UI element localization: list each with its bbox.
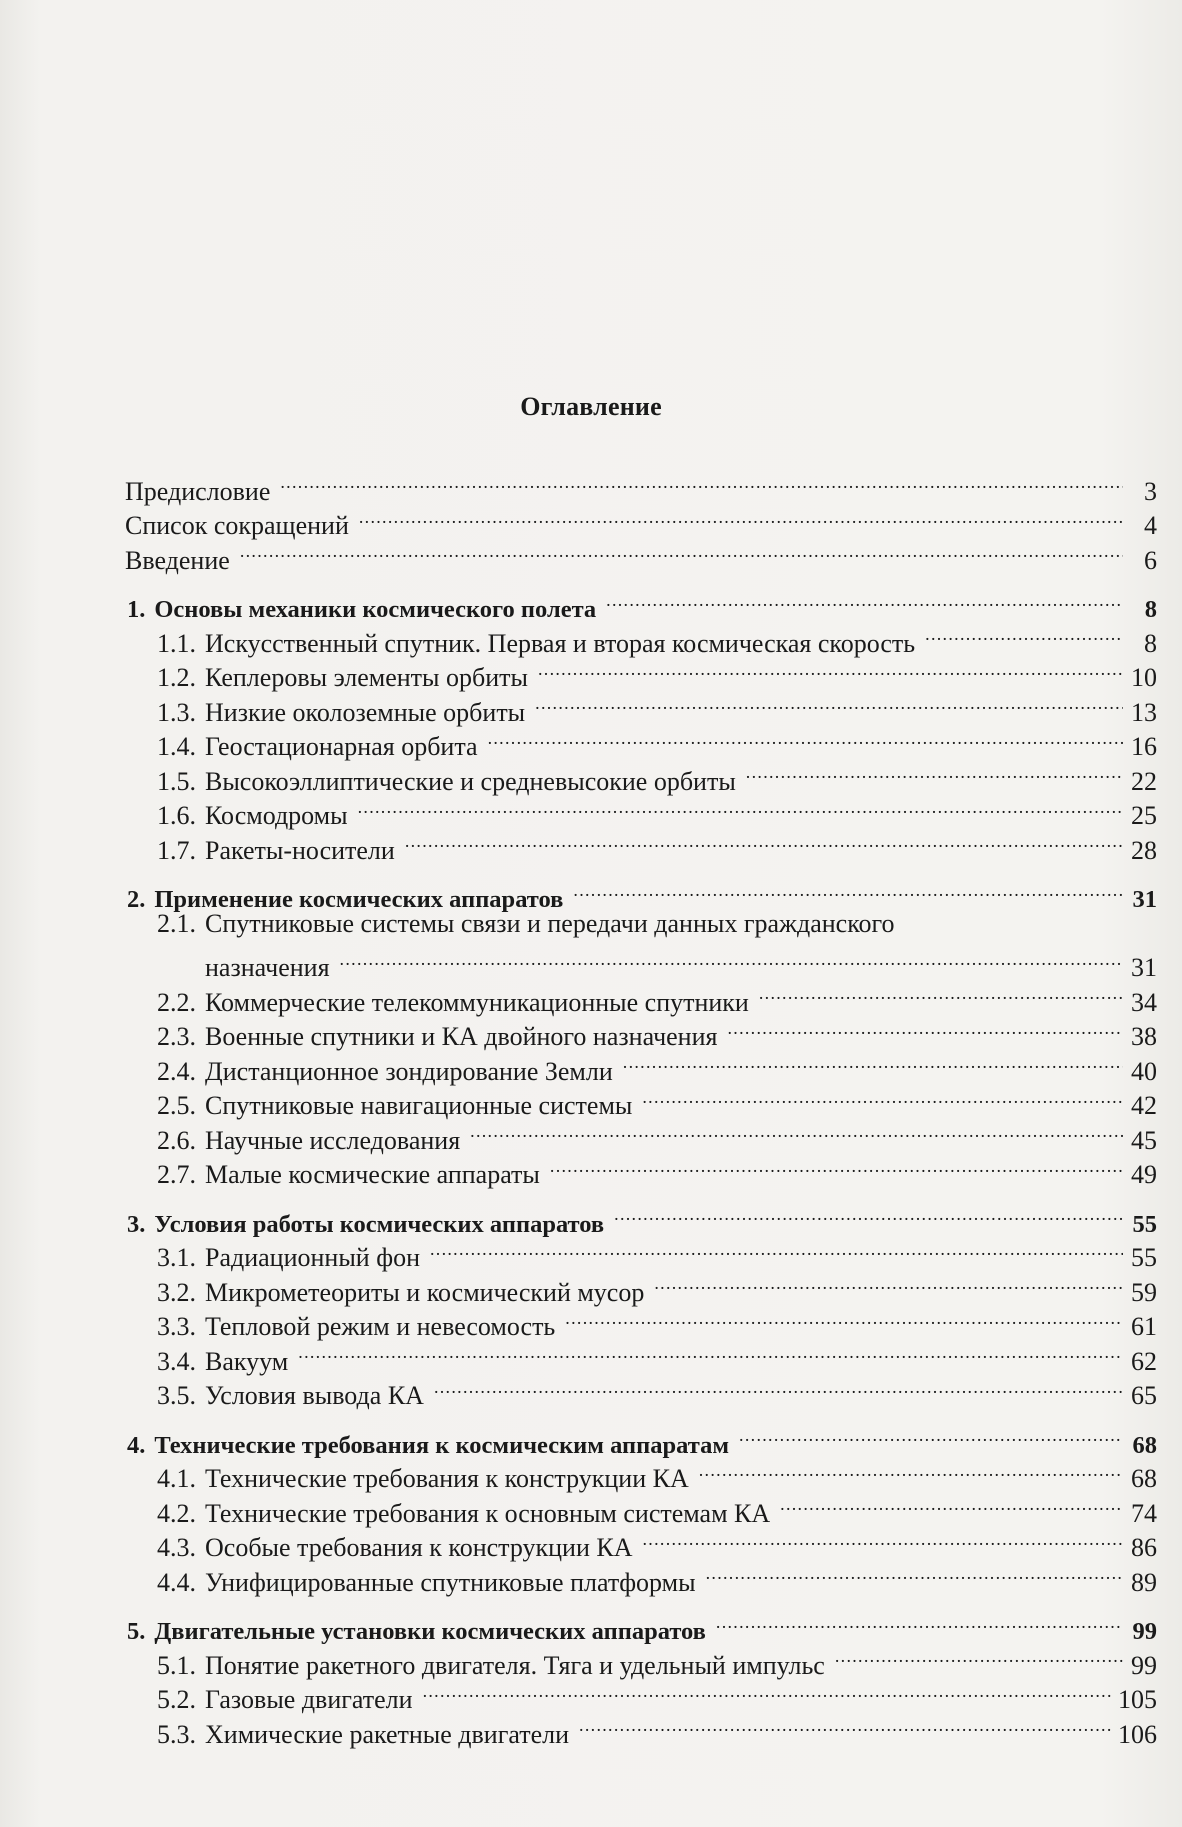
leader-dots: [835, 1639, 1123, 1674]
entry-title: Микрометеориты и космический мусор: [205, 1277, 645, 1307]
page-number: 31: [1132, 886, 1157, 913]
table-of-contents: [125, 465, 1157, 1749]
entry-number: 4.2.: [157, 1498, 196, 1528]
page-number: 65: [1131, 1381, 1157, 1410]
page-number: 13: [1131, 697, 1157, 727]
page-number: 105: [1118, 1685, 1157, 1714]
toc-chapter[interactable]: [125, 1418, 1157, 1459]
leader-dots: [550, 1149, 1123, 1184]
leader-dots: [535, 686, 1123, 721]
leader-dots: [579, 1708, 1112, 1743]
page-number: 61: [1131, 1312, 1157, 1341]
entry-number: 2.3.: [157, 1022, 196, 1051]
page-number: 25: [1131, 801, 1157, 830]
entry-title: Условия вывода КА: [205, 1381, 424, 1410]
page-number: 55: [1131, 1243, 1157, 1272]
page-number: 34: [1131, 987, 1157, 1017]
page-number: 8: [1144, 596, 1157, 623]
page-number: 31: [1131, 953, 1157, 982]
leader-dots: [699, 1453, 1123, 1488]
leader-dots: [614, 1197, 1123, 1232]
entry-number: 5.: [127, 1618, 146, 1645]
entry-number: 4.3.: [157, 1533, 196, 1562]
entry-number: 4.: [127, 1431, 146, 1459]
toc-chapter[interactable]: [125, 1197, 1157, 1238]
entry-title: Унифицированные спутниковые платформы: [205, 1567, 696, 1597]
entry-number: 2.2.: [157, 987, 196, 1017]
leader-dots: [240, 534, 1123, 569]
page-number: 42: [1131, 1091, 1157, 1120]
page-number: 4: [1144, 511, 1157, 540]
entry-number: 1.2.: [157, 663, 196, 692]
entry-number: 3.2.: [157, 1277, 196, 1307]
entry-title: Коммерческие телекоммуникационные спутники: [205, 987, 749, 1017]
leader-dots: [716, 1605, 1123, 1640]
leader-dots: [706, 1556, 1123, 1591]
page-number: 49: [1131, 1160, 1157, 1189]
entry-number: 1.5.: [157, 766, 196, 796]
page-number: 45: [1131, 1125, 1157, 1155]
entry-number: 1.1.: [157, 628, 196, 658]
entry-title: Малые космические аппараты: [205, 1160, 540, 1189]
page-number: 86: [1131, 1533, 1157, 1562]
page-number: 6: [1144, 545, 1157, 575]
leader-dots: [654, 1266, 1123, 1301]
entry-number: 2.7.: [157, 1160, 196, 1189]
spacer: [125, 569, 1157, 583]
entry-number: 2.4.: [157, 1056, 196, 1086]
leader-dots: [358, 790, 1123, 825]
leader-dots: [423, 1674, 1112, 1709]
toc-chapter[interactable]: [125, 1605, 1157, 1645]
entry-title: Дистанционное зондирование Земли: [205, 1056, 613, 1086]
entry-number: 3.: [127, 1210, 146, 1238]
entry-title: Тепловой режим и невесомость: [205, 1312, 556, 1341]
leader-dots: [623, 1045, 1123, 1080]
entry-title: Космодромы: [205, 801, 348, 830]
entry-title: Условия работы космических аппаратов: [154, 1210, 605, 1238]
entry-title: Научные исследования: [205, 1125, 461, 1155]
leader-dots: [643, 1522, 1124, 1557]
entry-number: 2.1.: [157, 909, 196, 938]
entry-title: Высокоэллиптические и средневысокие орбиты: [205, 766, 736, 796]
entry-title: Двигательные установки космических аппаратов: [154, 1618, 706, 1645]
toc-title: Оглавление: [520, 392, 662, 421]
entry-number: 2.6.: [157, 1125, 196, 1155]
entry-number: 4.4.: [157, 1567, 196, 1597]
page-number: 10: [1131, 663, 1157, 692]
entry-title: Химические ракетные двигатели: [205, 1719, 570, 1749]
entry-number: 3.4.: [157, 1346, 196, 1376]
entry-title: Газовые двигатели: [205, 1685, 413, 1714]
toc-entry-front[interactable]: [125, 534, 1157, 575]
entry-title: Введение: [125, 545, 230, 575]
entry-number: 2.: [127, 886, 146, 913]
entry-number: 1.7.: [157, 835, 196, 865]
leader-dots: [434, 1370, 1123, 1405]
page-number: 16: [1131, 732, 1157, 761]
entry-title: Предисловие: [125, 476, 271, 506]
entry-title: Низкие околоземные орбиты: [205, 697, 526, 727]
entry-title: Спутниковые навигационные системы: [205, 1091, 633, 1120]
leader-dots: [573, 873, 1123, 908]
page-number: 59: [1131, 1277, 1157, 1307]
entry-number: 5.3.: [157, 1719, 196, 1749]
toc-section-continuation[interactable]: [125, 942, 1157, 982]
entry-title: Список сокращений: [125, 511, 349, 540]
toc-section[interactable]: [125, 907, 1157, 942]
entry-title: Военные спутники и КА двойного назначения: [205, 1022, 718, 1051]
leader-dots: [565, 1301, 1123, 1336]
page-number: 55: [1132, 1210, 1157, 1238]
entry-number: 3.5.: [157, 1381, 196, 1410]
leader-dots: [340, 942, 1123, 977]
leader-dots: [298, 1335, 1123, 1370]
page-number: 38: [1131, 1022, 1157, 1051]
entry-number: 2.5.: [157, 1091, 196, 1120]
leader-dots: [739, 1418, 1123, 1453]
entry-title: Понятие ракетного двигателя. Тяга и удельный импульс: [205, 1650, 825, 1680]
entry-number: 1.: [127, 596, 146, 623]
entry-title: Технические требования к конструкции КА: [205, 1464, 689, 1493]
entry-number: 3.1.: [157, 1243, 196, 1272]
leader-dots: [470, 1114, 1123, 1149]
entry-number: 1.3.: [157, 697, 196, 727]
page-number: 62: [1131, 1346, 1157, 1376]
entry-title: Применение космических аппаратов: [154, 886, 564, 913]
entry-title: Геостационарная орбита: [205, 732, 478, 761]
entry-title: Основы механики космического полета: [154, 596, 597, 623]
entry-title: Технические требования к основным системам КА: [205, 1498, 771, 1528]
entry-title: Радиационный фон: [205, 1243, 420, 1272]
page-number: 8: [1144, 628, 1157, 658]
page-number: 28: [1131, 835, 1157, 865]
page-number: 3: [1144, 476, 1157, 506]
entry-number: 1.4.: [157, 732, 196, 761]
toc-chapter[interactable]: [125, 873, 1157, 913]
entry-title: Кеплеровы элементы орбиты: [205, 663, 528, 692]
entry-number: 5.1.: [157, 1650, 196, 1680]
page-number: 99: [1131, 1650, 1157, 1680]
toc-entry-front[interactable]: [125, 465, 1157, 506]
entry-title: Особые требования к конструкции КА: [205, 1533, 633, 1562]
entry-number: 5.2.: [157, 1685, 196, 1714]
page-number: 68: [1132, 1431, 1157, 1459]
entry-number: 4.1.: [157, 1464, 196, 1493]
leader-dots: [925, 617, 1123, 652]
page-number: 99: [1132, 1618, 1157, 1645]
leader-dots: [642, 1080, 1123, 1115]
toc-chapter[interactable]: [125, 583, 1157, 623]
leader-dots: [606, 583, 1123, 618]
toc-entry-front[interactable]: [125, 500, 1157, 540]
leader-dots: [780, 1487, 1123, 1522]
leader-dots: [488, 721, 1123, 756]
page-number: 89: [1131, 1567, 1157, 1597]
leader-dots: [359, 500, 1123, 535]
page-number: 22: [1131, 766, 1157, 796]
leader-dots: [746, 755, 1123, 790]
leader-dots: [727, 1011, 1123, 1046]
leader-dots: [405, 824, 1123, 859]
leader-dots: [280, 465, 1123, 500]
entry-title: Искусственный спутник. Первая и вторая космическая скорость: [205, 628, 916, 658]
page-number: 68: [1131, 1464, 1157, 1493]
page-number: 74: [1131, 1498, 1157, 1528]
entry-title-continued: назначения: [205, 953, 330, 982]
entry-title: Вакуум: [205, 1346, 289, 1376]
entry-title: Технические требования к космическим аппаратам: [154, 1431, 730, 1459]
leader-dots: [538, 652, 1123, 687]
leader-dots: [759, 976, 1123, 1011]
page-number: 106: [1118, 1719, 1157, 1749]
entry-number: 1.6.: [157, 801, 196, 830]
entry-title: Спутниковые системы связи и передачи данных гражданского: [205, 909, 895, 938]
page-number: 40: [1131, 1056, 1157, 1086]
entry-title: Ракеты-носители: [205, 835, 395, 865]
leader-dots: [430, 1232, 1123, 1267]
entry-number: 3.3.: [157, 1312, 196, 1341]
